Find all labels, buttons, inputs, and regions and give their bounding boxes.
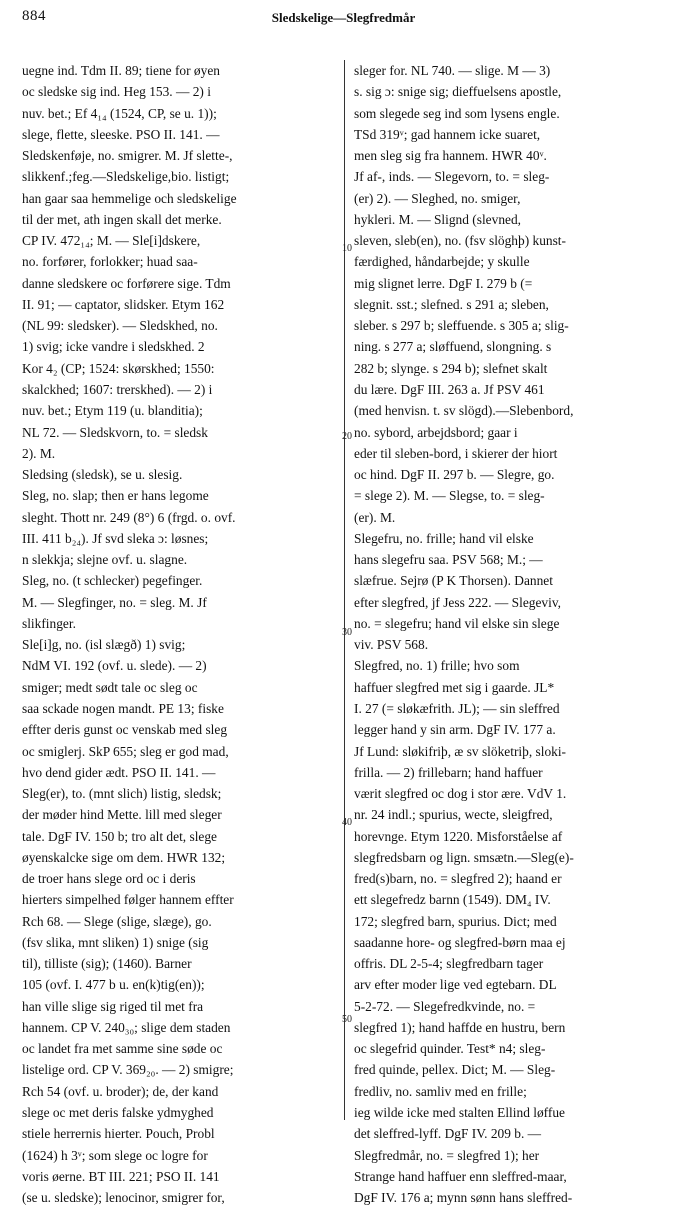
text-line: der møder hind Mette. lill med sleger xyxy=(22,807,222,823)
text-line: (med henvisn. t. sv slögd).—Slebenbord, xyxy=(354,403,574,419)
page-number: 884 xyxy=(22,8,46,24)
text-line: oc sledske sig ind. Heg 153. — 2) i xyxy=(22,84,211,100)
text-line: voris øerne. BT III. 221; PSO II. 141 xyxy=(22,1168,220,1184)
text-line: slege, flette, sleeske. PSO II. 141. — xyxy=(22,126,220,142)
text-line: hykleri. M. — Slignd (slevned, xyxy=(354,211,521,227)
text-line: slege oc met deris falske ydmyghed xyxy=(22,1105,214,1121)
text-line: værit slegfred oc dog i stor ære. VdV 1. xyxy=(354,786,567,802)
text-line: effter deris gunst oc venskab med sleg xyxy=(22,722,228,738)
text-line: fred quinde, pellex. Dict; M. — Sleg- xyxy=(354,1062,556,1078)
text-line: mig slignet lerre. DgF I. 279 b (= xyxy=(354,275,533,291)
text-line: oc smiglerj. SkP 655; sleg er god mad, xyxy=(22,743,229,759)
text-line: Rch 68. — Slege (slige, slæge), go. xyxy=(22,913,212,929)
right-column xyxy=(354,60,671,1208)
text-line: Sleg(er), to. (mnt slich) listig, sledsk; xyxy=(22,786,222,802)
text-line: stiele herrernis hierter. Pouch, Probl xyxy=(22,1126,215,1142)
text-line: Sledsing (sledsk), se u. slesig. xyxy=(22,467,183,483)
text-line: Sleg, no. slap; then er hans legome xyxy=(22,488,209,504)
text-line: CP IV. 472₁₄; M. — Sle[i]dskere, xyxy=(22,233,201,249)
text-line: M. — Slegfinger, no. = sleg. M. Jf xyxy=(22,594,207,610)
text-line: sleber. s 297 b; sleffuende. s 305 a; slig- xyxy=(354,318,569,334)
column-rule xyxy=(344,60,345,1120)
text-line: 282 b; slynge. s 294 b); slefnet skalt xyxy=(354,360,548,376)
text-line: sleght. Thott nr. 249 (8°) 6 (frgd. o. ovf. xyxy=(22,509,236,525)
line-number-40: 40 xyxy=(342,817,352,828)
text-line: færdighed, håndarbejde; y skulle xyxy=(354,254,530,270)
text-line: du lære. DgF III. 263 a. Jf PSV 461 xyxy=(354,381,545,397)
text-line: slegfred 1); hand haffde en hustru, bern xyxy=(354,1019,566,1035)
text-line: ett slegefredz barnn (1549). DM₄ IV. xyxy=(354,892,551,908)
text-line: 172; slegfred barn, spurius. Dict; med xyxy=(354,913,557,929)
text-line: tale. DgF IV. 150 b; tro alt det, slege xyxy=(22,828,217,844)
text-line: hannem. CP V. 240₃₀; slige dem staden xyxy=(22,1019,231,1035)
running-head: Sledskelige—Slegfredmår xyxy=(271,10,416,25)
text-line: NL 72. — Sledskvorn, to. = sledsk xyxy=(22,424,208,440)
text-line: slegnit. sst.; slefned. s 291 a; sleben, xyxy=(354,296,549,312)
text-line: sleven, sleb(en), no. (fsv slöghþ) kunst- xyxy=(354,233,566,249)
line-number-10: 10 xyxy=(342,243,352,254)
text-line: ning. s 277 a; sløffuend, slongning. s xyxy=(354,339,552,355)
text-line: (1624) h 3ᵛ; som slege oc logre for xyxy=(22,1147,208,1163)
text-line: (se u. sledske); lenocinor, smigrer for, xyxy=(22,1190,225,1206)
text-line: arv efter moder lige ved egtebarn. DL xyxy=(354,977,557,993)
text-line: hans slegefru saa. PSV 568; M.; — xyxy=(354,552,543,568)
text-line: Slegfredmår, no. = slegfred 1); her xyxy=(354,1147,540,1163)
text-line: hvo dend gider ædt. PSO II. 141. — xyxy=(22,764,216,780)
text-line: 105 (ovf. I. 477 b u. en(k)tig(en)); xyxy=(22,977,205,993)
text-line: ieg wilde icke med stalten Ellind løffue xyxy=(354,1105,565,1121)
text-line: (er) 2). — Sleghed, no. smiger, xyxy=(354,190,521,206)
text-line: no. = slegefru; hand vil elske sin slege xyxy=(354,615,560,631)
text-line: uegne ind. Tdm II. 89; tiene for øyen xyxy=(22,63,220,78)
line-number-30: 30 xyxy=(342,627,352,638)
text-line: Rch 54 (ovf. u. broder); de, der kand xyxy=(22,1083,219,1099)
text-line: 5-2-72. — Slegefredkvinde, no. = xyxy=(354,998,536,1014)
text-line: til der met, ath ingen skall det merke. xyxy=(22,211,222,227)
text-line: Jf af-, inds. — Slegevorn, to. = sleg- xyxy=(354,169,550,185)
text-line: som slegede seg ind som lysens engle. xyxy=(354,105,560,121)
line-number-50: 50 xyxy=(342,1014,352,1025)
text-line: Slegfred, no. 1) frille; hvo som xyxy=(354,658,520,674)
text-line: men sleg sig fra hannem. HWR 40ᵛ. xyxy=(354,148,547,164)
text-line: s. sig ɔ: snige sig; dieffuelsens apostle, xyxy=(354,84,562,100)
line-number-20: 20 xyxy=(342,431,352,442)
text-line: efter slegfred, jf Jess 222. — Slegeviv, xyxy=(354,594,562,610)
text-line: sleger for. NL 740. — slige. M — 3) xyxy=(354,63,551,78)
text-line: saadanne hore- og slegfred-børn maa ej xyxy=(354,934,566,950)
text-line: DgF IV. 176 a; mynn sønn hans sleffred- xyxy=(354,1190,573,1206)
text-line: (NL 99: sledsker). — Sledskhed, no. xyxy=(22,318,218,334)
text-line: TSd 319ᵛ; gad hannem icke suaret, xyxy=(354,126,541,142)
text-line: de troer hans slege ord oc i deris xyxy=(22,871,196,887)
text-line: frilla. — 2) frillebarn; hand haffuer xyxy=(354,764,543,780)
text-line: Jf Lund: sløkifriþ, æ sv slöketriþ, sloki- xyxy=(354,743,567,759)
text-line: Sle[i]g, no. (isl slægð) 1) svig; xyxy=(22,637,186,653)
text-line: øyenskalcke sige om dem. HWR 132; xyxy=(22,849,226,865)
text-line: (fsv slika, mnt sliken) 1) snige (sig xyxy=(22,934,209,950)
text-line: listelige ord. CP V. 369₂₀. — 2) smigre; xyxy=(22,1062,234,1078)
text-line: til), tilliste (sig); (1460). Barner xyxy=(22,956,192,972)
text-line: offris. DL 2-5-4; slegfredbarn tager xyxy=(354,956,544,972)
text-line: III. 411 b₂₄). Jf svd sleka ɔ: løsnes; xyxy=(22,530,209,546)
text-line: slikfinger. xyxy=(22,615,76,631)
text-line: nuv. bet.; Ef 4₁₄ (1524, CP, se u. 1)); xyxy=(22,105,217,121)
text-line: nuv. bet.; Etym 119 (u. blanditia); xyxy=(22,403,203,419)
text-line: fred(s)barn, no. = slegfred 2); haand er xyxy=(354,871,562,887)
text-line: Kor 4₂ (CP; 1524: skørskhed; 1550: xyxy=(22,360,215,376)
text-line: = slege 2). M. — Slegse, to. = sleg- xyxy=(354,488,545,504)
text-line: han gaar saa hemmelige och sledskelige xyxy=(22,190,237,206)
text-line: saa sckade nogen mandt. PE 13; fiske xyxy=(22,700,224,716)
text-line: slegfredsbarn og lign. smsætn.—Sleg(e)- xyxy=(354,849,574,865)
text-line: horevnge. Etym 1220. Misforståelse af xyxy=(354,828,563,844)
text-line: Slegefru, no. frille; hand vil elske xyxy=(354,530,534,546)
text-line: smiger; medt sødt tale oc sleg oc xyxy=(22,679,198,695)
text-line: Strange hand haffuer enn sleffred-maar, xyxy=(354,1168,567,1184)
left-column xyxy=(22,60,338,1208)
text-line: slæfrue. Sejrø (P K Thorsen). Dannet xyxy=(354,573,553,589)
text-line: I. 27 (= sløkæfrith. JL); — sin sleffred xyxy=(354,700,560,716)
text-line: slikkenf.;feg.—Sledskelige,bio. listigt; xyxy=(22,169,230,185)
text-line: NdM VI. 192 (ovf. u. slede). — 2) xyxy=(22,658,207,674)
text-line: (er). M. xyxy=(354,509,396,525)
text-line: viv. PSV 568. xyxy=(354,637,429,653)
text-line: han ville slige sig riged til met fra xyxy=(22,998,204,1014)
text-line: 1) svig; icke vandre i sledskhed. 2 xyxy=(22,339,205,355)
text-line: oc landet fra met samme sine søde oc xyxy=(22,1041,223,1057)
text-line: no. sybord, arbejdsbord; gaar i xyxy=(354,424,518,440)
text-line: n slekkja; slejne ovf. u. slagne. xyxy=(22,552,188,568)
text-line: 2). M. xyxy=(22,445,56,461)
text-line: skalckhed; 1607: trerskhed). — 2) i xyxy=(22,381,213,397)
text-line: oc slegefrid quinder. Test* n4; sleg- xyxy=(354,1041,546,1057)
text-line: eder til sleben-bord, i skierer der hiort xyxy=(354,445,558,461)
text-line: nr. 24 indl.; spurius, wecte, sleigfred, xyxy=(354,807,553,823)
text-line: no. forfører, forlokker; huad saa- xyxy=(22,254,198,270)
text-line: Sleg, no. (t schlecker) pegefinger. xyxy=(22,573,203,589)
text-line: legger hand y sin arm. DgF IV. 177 a. xyxy=(354,722,556,738)
text-line: Sledskenføje, no. smigrer. M. Jf slette-, xyxy=(22,148,233,164)
text-line: haffuer slegfred met sig i gaarde. JL* xyxy=(354,679,555,695)
text-line: det sleffred-lyff. DgF IV. 209 b. — xyxy=(354,1126,542,1142)
text-line: fredliv, no. samliv med en frille; xyxy=(354,1083,527,1099)
text-line: hierters simpelhed følger hannem effter xyxy=(22,892,234,908)
text-line: II. 91; — captator, slidsker. Etym 162 xyxy=(22,296,225,312)
text-line: danne sledskere oc forførere sige. Tdm xyxy=(22,275,231,291)
text-line: oc hind. DgF II. 297 b. — Slegre, go. xyxy=(354,467,555,483)
